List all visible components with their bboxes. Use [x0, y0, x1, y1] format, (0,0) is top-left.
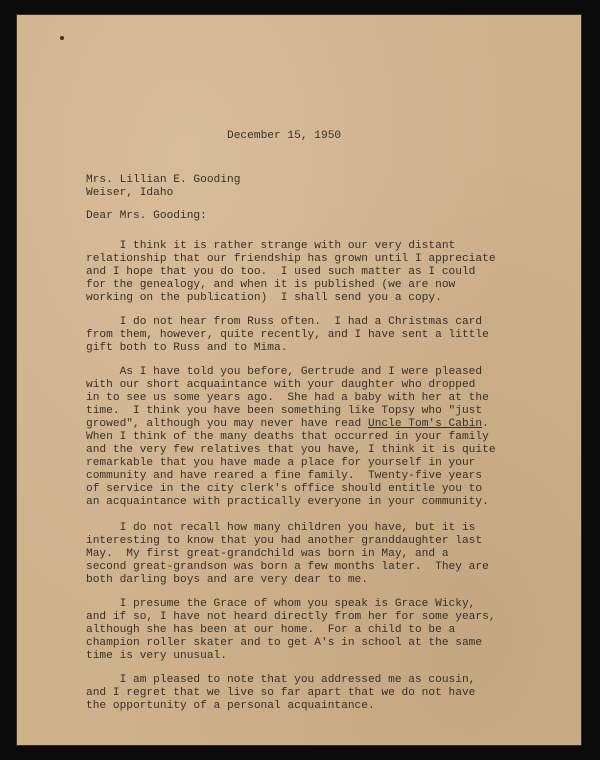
text-line [86, 418, 496, 431]
text-line: I do not hear from Russ often. I had a Christmas card [86, 316, 483, 328]
paragraph-1 [86, 240, 496, 305]
recipient-city: Weiser, Idaho [86, 187, 174, 199]
paragraph-3 [86, 366, 496, 509]
text-line: and the very few relatives that you have, I think it is quite [86, 444, 496, 456]
text-line: gift both to Russ and to Mima. [86, 342, 288, 354]
text-line: community and have reared a fine family. Twenty-five years [86, 470, 483, 482]
recipient-address [86, 174, 240, 200]
text-line: and if so, I have not heard directly from her for some years, [86, 611, 496, 623]
text-line: and I hope that you do too. I used such matter as I could [86, 266, 476, 278]
text-line: in to see us some years ago. She had a baby with her at the [86, 392, 489, 404]
text-line: I do not recall how many children you have, but it is [86, 522, 476, 534]
text-line: I am pleased to note that you addressed me as cousin, [86, 674, 476, 686]
text-line: second great-grandson was born a few months later. They are [86, 561, 489, 573]
paper-speck [60, 36, 64, 40]
letter-date: December 15, 1950 [227, 130, 342, 142]
salutation: Dear Mrs. Gooding: [86, 210, 207, 222]
text-line: interesting to know that you had another granddaughter last [86, 535, 483, 547]
paragraph-4 [86, 522, 489, 587]
text-line: time. I think you have been something like Topsy who "just [86, 405, 483, 417]
recipient-name: Mrs. Lillian E. Gooding [86, 174, 241, 186]
text-line: champion roller skater and to get A's in school at the same [86, 637, 483, 649]
text-line: I think it is rather strange with our very distant [86, 240, 456, 252]
text-line: May. My first great-grandchild was born in May, and a [86, 548, 449, 560]
line-text: growed", although you may never have read [86, 418, 368, 430]
text-line: As I have told you before, Gertrude and I were pleased [86, 366, 483, 378]
text-line: working on the publication) I shall send you a copy. [86, 292, 442, 304]
text-line: of service in the city clerk's office should entitle you to [86, 483, 483, 495]
text-line: remarkable that you have made a place for yourself in your [86, 457, 476, 469]
text-line: an acquaintance with practically everyone in your community. [86, 496, 489, 508]
text-line: When I think of the many deaths that occurred in your family [86, 431, 489, 443]
paragraph-2 [86, 316, 489, 355]
letter-page [16, 14, 582, 746]
title-period: . [482, 418, 489, 430]
text-line: with our short acquaintance with your daughter who dropped [86, 379, 476, 391]
text-line: although she has been at our home. For a child to be a [86, 624, 456, 636]
text-line: time is very unusual. [86, 650, 227, 662]
text-line: for the genealogy, and when it is published (we are now [86, 279, 456, 291]
paragraph-6 [86, 674, 475, 713]
text-line: from them, however, quite recently, and I have sent a little [86, 329, 489, 341]
text-line: and I regret that we live so far apart that we do not have [86, 687, 476, 699]
paragraph-5 [86, 598, 496, 663]
text-line: the opportunity of a personal acquaintance. [86, 700, 375, 712]
book-title: Uncle Tom's Cabin [367, 418, 483, 430]
text-line: I presume the Grace of whom you speak is Grace Wicky, [86, 598, 476, 610]
text-line: relationship that our friendship has grown until I appreciate [86, 253, 496, 265]
text-line: both darling boys and are very dear to me. [86, 574, 368, 586]
